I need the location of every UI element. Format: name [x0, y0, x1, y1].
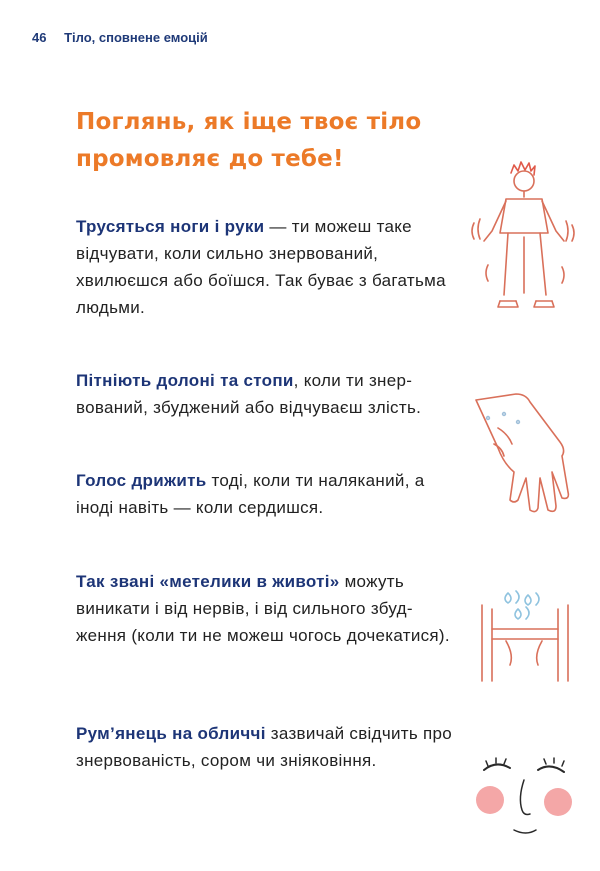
paragraph-heading: Рум’янець на обличчі: [76, 724, 266, 743]
paragraph-heading: Так звані «метелики в животі»: [76, 572, 340, 591]
paragraph-text: — ти можеш таке відчувати, коли сильно знервований, хвилюєшся або боїшся. Так буває з багатьма людьми.: [76, 217, 446, 317]
shaking-boy-illustration: [466, 155, 586, 325]
sweaty-hand-illustration: [458, 388, 578, 523]
page-number: 46: [32, 30, 47, 45]
butterflies-illustration: [466, 585, 581, 685]
page-title: Поглянь, як іще твоє тіло промовляє до тебе!: [76, 109, 422, 172]
paragraph-heading: Голос дрижить: [76, 471, 207, 490]
blushing-face-illustration: [466, 748, 586, 848]
paragraph-heading: Трусяться ноги і руки: [76, 217, 265, 236]
paragraph-text: можуть виникати і від нервів, і від сильного збудження (коли ти не можеш чогось дочекатися).: [76, 572, 450, 645]
paragraph-sweating: [76, 367, 456, 421]
paragraph-shaking: [76, 213, 456, 321]
running-title: Тіло, сповнене емоцій: [64, 30, 208, 45]
paragraph-heading: Пітніють долоні та стопи: [76, 371, 294, 390]
paragraph-text: зазвичай свідчить про знервованість, сором чи зніяковіння.: [76, 724, 453, 770]
paragraph-butterflies: [76, 568, 456, 649]
paragraph-text: , коли ти знервований, збуджений або відчуваєш злість.: [76, 371, 422, 417]
paragraph-text: тоді, коли ти наляканий, а іноді навіть — коли сердишся.: [76, 471, 425, 517]
paragraph-blush: [76, 720, 456, 774]
running-header: [32, 30, 208, 45]
paragraph-voice: [76, 467, 456, 521]
